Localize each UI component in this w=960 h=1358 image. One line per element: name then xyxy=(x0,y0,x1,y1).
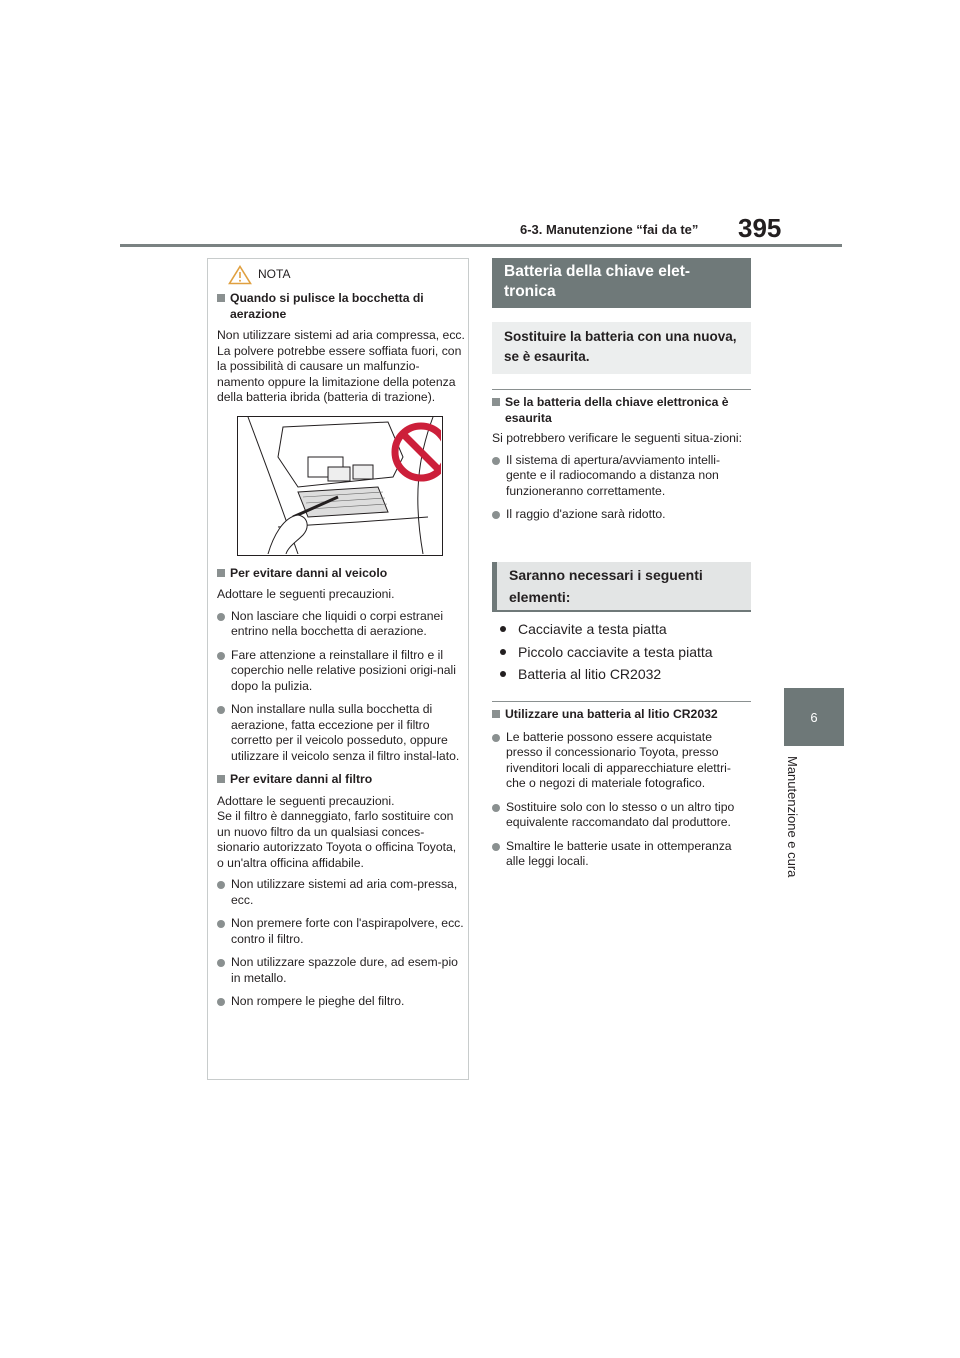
note-paragraph: Non utilizzare sistemi ad aria compressa, ecc. La polvere potrebbe essere soffiata fuori, con la possibilità di causare un malfunzio-namento oppure la limitazione della potenza della batteria ibrida (batteria di trazione). xyxy=(217,328,465,404)
round-bullet-icon xyxy=(217,881,225,889)
list-item xyxy=(492,453,750,500)
square-bullet-icon xyxy=(492,398,500,406)
vent-cleaning-illustration xyxy=(237,416,443,556)
bullet-dot-icon xyxy=(500,671,506,677)
heading-text: Se la batteria della chiave elettronica è esaurita xyxy=(505,395,729,425)
list-item-text: Non utilizzare spazzole dure, ad esem-pio in metallo. xyxy=(231,955,458,985)
list-item-text: Il raggio d'azione sarà ridotto. xyxy=(506,507,666,521)
note-heading-vent-cleaning xyxy=(217,291,465,322)
note-box xyxy=(207,258,469,1080)
bullet-dot-icon xyxy=(500,626,506,632)
battery-type-block xyxy=(492,707,750,878)
note-list-item xyxy=(217,648,465,695)
note-list-item xyxy=(217,609,465,640)
chapter-tab xyxy=(784,688,844,746)
heading-text: Utilizzare una batteria al litio CR2032 xyxy=(505,707,718,721)
bullet-dot-icon xyxy=(500,649,506,655)
round-bullet-icon xyxy=(217,613,225,621)
list-item-text: Sostituire solo con lo stesso o un altro tipo equivalente raccomandato dal produttore. xyxy=(506,799,735,829)
square-bullet-icon xyxy=(217,294,225,302)
note-header xyxy=(208,259,468,287)
note-content xyxy=(217,291,465,1018)
required-item xyxy=(492,618,750,641)
round-bullet-icon xyxy=(217,706,225,714)
section-title: Batteria della chiave elet-tronica xyxy=(492,258,751,308)
list-item-text: Smaltire le batterie usate in ottemperanza alle leggi locali. xyxy=(506,838,732,868)
running-header-section: 6-3. Manutenzione “fai da te” xyxy=(520,222,699,237)
square-bullet-icon xyxy=(217,569,225,577)
chapter-label-text: Manutenzione e cura xyxy=(785,756,800,878)
required-items-heading: Saranno necessari i seguenti elementi: xyxy=(492,562,751,612)
list-item-text: Il sistema di apertura/avviamento intelli-gente e il radiocomando a distanza non funzioneranno correttamente. xyxy=(506,452,721,498)
note-list-item xyxy=(217,994,465,1010)
note-paragraph: Adottare le seguenti precauzioni. xyxy=(217,587,395,601)
note-heading-filter-damage xyxy=(217,772,465,788)
page-number: 395 xyxy=(738,213,782,243)
heading-text: Per evitare danni al veicolo xyxy=(230,565,388,580)
square-bullet-icon xyxy=(492,710,500,718)
note-list-item xyxy=(217,916,465,947)
note-list-item xyxy=(217,702,465,764)
list-item-text: Non installare nulla sulla bocchetta di aerazione, fatta eccezione per il filtro corretto per il veicolo posseduto, oppure utilizzare il veicolo senza il filtro instal-lato. xyxy=(231,702,460,763)
list-item-text: Non rompere le pieghe del filtro. xyxy=(231,994,405,1008)
round-bullet-icon xyxy=(217,920,225,928)
required-item xyxy=(492,641,750,664)
list-item-text: Non premere forte con l'aspirapolvere, ecc. contro il filtro. xyxy=(231,916,464,946)
required-item-text: Piccolo cacciavite a testa piatta xyxy=(518,643,713,660)
header-divider xyxy=(120,244,842,247)
chapter-number: 6 xyxy=(810,709,818,725)
round-bullet-icon xyxy=(492,804,500,812)
round-bullet-icon xyxy=(217,998,225,1006)
list-item-text: Non utilizzare sistemi ad aria com-pressa, ecc. xyxy=(231,877,458,907)
chapter-label xyxy=(778,756,814,896)
round-bullet-icon xyxy=(492,511,500,519)
note-list-item xyxy=(217,955,465,986)
note-list-item xyxy=(217,877,465,908)
required-item-text: Batteria al litio CR2032 xyxy=(518,666,662,682)
square-bullet-icon xyxy=(217,775,225,783)
battery-depleted-heading xyxy=(492,395,750,426)
list-item-text: Le batterie possono essere acquistate presso il concessionario Toyota, presso rivenditori locali di apparecchiature elettri-che o negozi di materiale fotografico. xyxy=(506,729,731,790)
heading-text: Per evitare danni al filtro xyxy=(230,772,373,786)
caution-icon xyxy=(228,265,252,285)
divider xyxy=(492,701,751,702)
battery-depleted-block xyxy=(492,395,750,531)
required-item-text: Cacciavite a testa piatta xyxy=(518,621,667,637)
list-item-text: Fare attenzione a reinstallare il filtro e il coperchio nelle relative posizioni origi-nali dopo la pulizia. xyxy=(231,647,456,693)
round-bullet-icon xyxy=(492,457,500,465)
list-item-text: Non lasciare che liquidi o corpi estranei entrino nella bocchetta di aerazione. xyxy=(231,608,444,638)
list-item xyxy=(492,800,750,831)
section-summary: Sostituire la batteria con una nuova, se è esaurita. xyxy=(492,322,751,374)
heading-text: Quando si pulisce la bocchetta di aerazione xyxy=(230,291,424,321)
note-label: NOTA xyxy=(258,267,291,281)
list-item xyxy=(492,730,750,792)
round-bullet-icon xyxy=(492,843,500,851)
round-bullet-icon xyxy=(217,959,225,967)
list-item xyxy=(492,507,750,523)
round-bullet-icon xyxy=(217,652,225,660)
round-bullet-icon xyxy=(492,734,500,742)
battery-depleted-paragraph: Si potrebbero verificare le seguenti situa-zioni: xyxy=(492,431,742,445)
note-heading-vehicle-damage xyxy=(217,566,465,582)
vent-cleaning-drawing xyxy=(238,417,441,554)
note-paragraph: Adottare le seguenti precauzioni. Se il filtro è danneggiato, farlo sostituire con un nuovo filtro da un qualsiasi conces-sionario autorizzato Toyota o officina Toyota, o un'altra officina affidabile. xyxy=(217,793,457,870)
required-item xyxy=(492,663,750,686)
list-item xyxy=(492,839,750,870)
divider xyxy=(492,389,751,390)
required-items-list xyxy=(492,618,750,686)
battery-type-heading xyxy=(492,707,750,723)
